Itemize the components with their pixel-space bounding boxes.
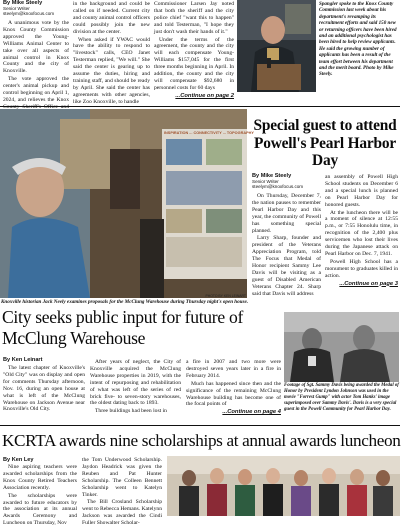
byline — [3, 0, 69, 16]
pearl-column-1 — [252, 193, 321, 299]
divider — [0, 425, 400, 426]
group-photo-art — [167, 456, 400, 516]
open-house-photo — [0, 109, 254, 298]
paragraph: The scholarships were awarded to future educators by the association at its annual Awards Ceremony and Luncheon on Thursday, Nov — [3, 492, 77, 527]
paragraph: When asked if YWAC would have the ability to respond to "livestock" calls, CEO Janet Testerman replied, "We will." She said the center is gearing up to assume the duties, hiring and training staff, and should be ready by April. She said the center has agreements with other agencies, like Zoo Knoxville, to handle — [73, 36, 150, 105]
paragraph: The vote approved the center's animal pickup and control beginning on April 1, 2024, and relieves the Knox — [3, 76, 69, 103]
medal-photo-caption: Footage of Sgt. Sammy Davis being awarded the Medal of Honor by President Lyndon Johnson was used in the movie "Forrest Gump" with actor Tom Hanks' image superimposed over Sammy Davis'. Davis is a very special guest in the Powell Community for Pearl Harbor Day. — [284, 383, 399, 412]
board-header: INSPIRATION ... CONNECTIVITY ... TOPOGRAPHY — [164, 131, 254, 135]
paragraph: The Bill Crosland Scholarship went to Rebecca Hemans. Katelynn Jackson was awarded the Cindi Fuller Showalter Scholar- — [82, 499, 162, 527]
continue-link[interactable]: ...Continue on page 4 — [222, 409, 281, 416]
top-mid-column — [73, 1, 150, 107]
pearl-byline — [252, 173, 322, 189]
paragraph: A unanimous vote by the Knox County Commission approved the Young-Williams Animal Center to take over all aspects of animal control in Knox County and the city of Knoxville. — [3, 20, 69, 75]
pearl-harbor-headline: Special guest to attend Powell's Pearl Harbor Day — [253, 117, 397, 169]
paragraph: Powell High School has a monument to graduates killed in action. — [325, 258, 398, 279]
paragraph: At the luncheon there will be a moment of silence at 12:55 p.m., or 7:55 Honolulu time, in recognition of the 2,400 plus servicemen who lost their lives during the Japanese attack on Pearl Harbor on Dec. 7, 1941. — [325, 209, 398, 257]
byline-role: Senior Writer — [3, 6, 30, 11]
byline-name: By Ken Leinart — [3, 357, 43, 363]
paragraph: Much has happened since then and the significance of the remaining McClung Warehouse building has become one of the focal points of — [186, 380, 281, 408]
sheriff-caption: Spangler spoke to the Knox County Commission last week about his department's revamping its recruitment efforts and said 150 new or returning officers have been hired and an additional psychologist has been hired to help review applicants. He said the growing number of applicants has been a result of the team effort between his department and the merit board. Photo by Mike Steely. — [319, 1, 397, 78]
paragraph: an assembly of Powell High School students on December 6 and a special lunch is planned on Pearl Harbor Day for honored guests. — [325, 174, 398, 208]
continue-link[interactable]: ...Continue on page 3 — [339, 280, 398, 287]
paragraph: Larry Sharp, founder and president of the Veterans Appreciation Program, told The Focus that Medal of Honor recipient Sammy Lee Davis will be visiting as a guest of Disabled American Veterans Chapter 24. Sharp said that Davis will address — [252, 235, 321, 297]
kcrta-column-2 — [82, 457, 162, 527]
paragraph: The latest chapter of Knoxville's "Old City" was on display and open for comments Thursday afternoon, Nov. 16, during an open house at what is left of the McClung Warehouse on Jackson Avenue near Knoxville's Old City. — [3, 365, 85, 413]
sheriff-photo-art — [237, 0, 316, 92]
medal-of-honor-photo — [284, 312, 399, 382]
medal-photo-art — [284, 312, 399, 382]
byline-role: Senior Writer — [252, 179, 279, 184]
paragraph: After years of neglect, the City of Knoxville acquired the McClung Warehouse properties in 2019, with the intent of repurposing and rehabilitation of what was left of the series of red brick five- to seven-story warehouses, the oldest dating back to 1893. — [90, 359, 181, 407]
mcclung-headline: City seeks public input for future of McClung Warehouse — [2, 307, 244, 348]
photo-credit: PHOTO BY KEN LEINART — [205, 294, 246, 298]
sheriff-photo — [237, 0, 316, 92]
continue-link[interactable]: ...Continue on page 2 — [175, 92, 234, 99]
open-house-photo-art — [0, 109, 254, 298]
kcrta-headline: KCRTA awards nine scholarships at annual awards luncheon — [2, 431, 401, 450]
byline-email[interactable]: steelym@knoxfocus.com — [3, 11, 55, 17]
paragraph: Three buildings had been lost in — [95, 408, 167, 415]
paragraph: in the background and could be called on if needed. Current city and county animal control officers could possibly join the new division at the center. — [73, 1, 150, 35]
mcclung-column-1 — [3, 365, 85, 414]
mcclung-column-2 — [90, 359, 181, 416]
paragraph: Nine aspiring teachers were awarded scholarships from the Knox County Retired Teachers Association recently. — [3, 464, 77, 491]
mcclung-byline — [3, 357, 83, 363]
paragraph: the Tom Underwood Scholarship. Jaydon Headrick was given the Reuben and Pat Hunter Scholarship. The Colleen Bennett Scholarship went to Katelyn Tinker. — [82, 457, 162, 498]
paragraph: Under the terms of the agreement, the county and the city will each compensate Young-Williams $157,045 for the first three months beginning in April. In addition, the county and the city will compensate $92,680 in personnel costs for 60 days — [154, 36, 234, 91]
byline-name: By Mike Steely — [3, 0, 43, 6]
paragraph: Commissioner Larsen Jay noted that both the sheriff and the city police chief "want this to happen" and told Testerman, "I hope they just don't wash their hands of it." — [154, 1, 234, 35]
kcrta-column-1 — [3, 464, 77, 527]
top-right-column — [154, 1, 234, 100]
paragraph: a fire in 2007 and two more were destroyed seven years later in a fire in February 2014. — [186, 359, 281, 379]
byline-name: By Ken Ley — [3, 457, 34, 463]
pearl-column-2 — [325, 174, 398, 288]
byline-name: By Mike Steely — [252, 173, 292, 179]
kcrta-byline — [3, 457, 83, 463]
mcclung-column-3 — [186, 359, 281, 416]
divider — [0, 106, 400, 107]
scholarship-group-photo — [167, 456, 400, 516]
paragraph: On Thursday, December 7, the nation pauses to remember Pearl Harbor Day and this year, the community of Powell has something special planned. — [252, 193, 321, 234]
byline-email[interactable]: steelym@knoxfocus.com — [252, 184, 304, 190]
open-house-caption: Knoxville historian Jack Neely examines proposals for the McClung Warehouse during Thursday night's open house. — [1, 299, 249, 305]
top-left-article — [3, 0, 69, 16]
